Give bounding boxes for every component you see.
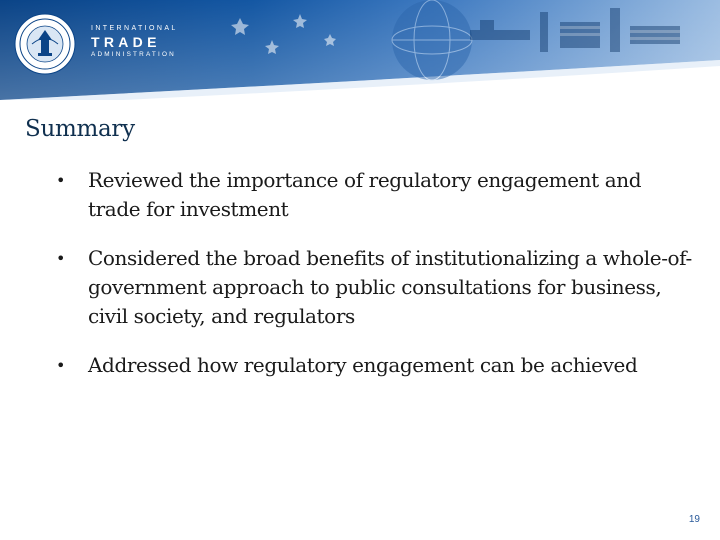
bullet-text: Considered the broad benefits of institutionalizing a whole-of-government approach to public consultations for business, civil society, and regulators [88, 246, 692, 328]
bullet-mark: • [56, 249, 66, 268]
department-seal [14, 13, 76, 75]
bullet-item [56, 351, 696, 380]
bullet-list [56, 166, 696, 400]
bullet-text: Reviewed the importance of regulatory engagement and trade for investment [88, 168, 642, 221]
bullet-mark: • [56, 171, 66, 190]
ita-logo [91, 24, 201, 60]
logo-line-international: INTERNATIONAL [91, 25, 178, 32]
logo-line-administration: ADMINISTRATION [91, 51, 177, 58]
bullet-item [56, 166, 696, 224]
bullet-text: Addressed how regulatory engagement can be achieved [88, 353, 638, 377]
seal-icon [14, 13, 76, 75]
bullet-item [56, 244, 696, 331]
logo-line-trade: TRADE [91, 34, 161, 50]
page-number: 19 [688, 514, 700, 525]
bullet-mark: • [56, 356, 66, 375]
slide-title: Summary [25, 116, 135, 142]
